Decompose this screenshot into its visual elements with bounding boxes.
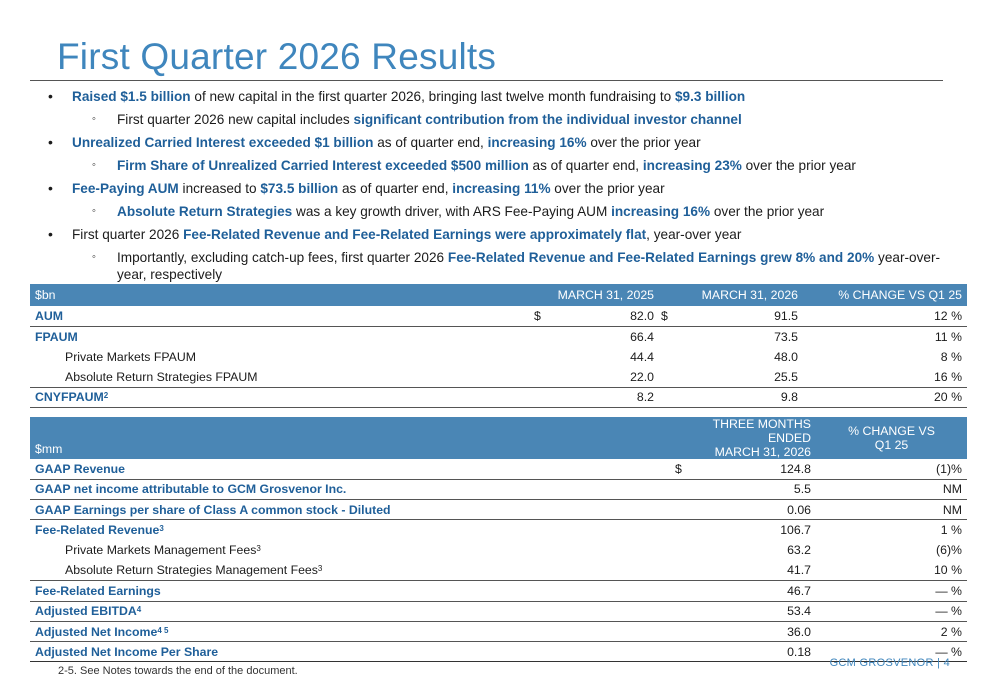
bullet-item <box>30 134 940 151</box>
bullet-item <box>30 226 940 243</box>
row-label-text: Private Markets FPAUM <box>65 349 196 364</box>
currency-symbol <box>673 500 687 520</box>
value-change: 16 % <box>803 367 967 387</box>
footnote-ref: 4 <box>136 605 142 615</box>
value-mar-2025: 22.0 <box>546 367 659 387</box>
table-row <box>30 479 967 499</box>
value-q1-2026: 36.0 <box>687 621 816 641</box>
value-q1-2026: 41.7 <box>687 560 816 580</box>
financials-table <box>30 417 967 662</box>
row-label <box>30 500 673 520</box>
currency-symbol <box>673 621 687 641</box>
highlighted-text: significant contribution from the individual investor channel <box>353 112 742 127</box>
bullet-text: increased to <box>178 181 261 196</box>
highlighted-text: Unrealized Carried Interest exceeded $1 billion <box>72 135 374 150</box>
table-row <box>30 306 967 326</box>
row-label <box>30 621 673 641</box>
value-change: (6)% <box>936 543 962 558</box>
table-row <box>30 642 967 662</box>
currency-symbol <box>673 581 687 601</box>
value-change: — % <box>816 601 967 621</box>
table-row <box>30 601 967 621</box>
currency-symbol <box>532 367 546 387</box>
footnote-ref: 3 <box>256 544 261 554</box>
value-mar-2025: 44.4 <box>630 349 654 364</box>
currency-symbol <box>673 540 687 560</box>
currency-symbol <box>673 601 687 621</box>
highlighted-text: Raised $1.5 billion <box>72 89 191 104</box>
row-label <box>30 347 532 367</box>
value-mar-2025: 66.4 <box>630 329 654 344</box>
bullet-text: over the prior year <box>710 204 825 219</box>
value-mar-2026: 25.5 <box>673 367 803 387</box>
row-label <box>30 326 532 346</box>
highlighted-text: increasing 11% <box>452 181 551 196</box>
highlighted-text: Fee-Related Revenue and Fee-Related Earnings were approximately flat <box>183 227 647 242</box>
col-header-period <box>673 417 816 459</box>
col-header-change-line2: Q1 25 <box>874 438 909 452</box>
highlighted-text: increasing 16% <box>487 135 587 150</box>
row-label-text: Private Markets Management Fees <box>65 543 257 558</box>
results-bullet-list <box>30 88 940 289</box>
value-mar-2026: 91.5 <box>673 306 803 326</box>
currency-symbol: $ <box>532 306 546 326</box>
bullet-text: First quarter 2026 <box>72 227 184 242</box>
highlighted-text: Fee-Paying AUM <box>72 181 179 196</box>
value-change: 8 % <box>940 349 962 364</box>
page-title: First Quarter 2026 Results <box>57 36 497 77</box>
value-change: 12 % <box>803 306 967 326</box>
value-change: — % <box>816 581 967 601</box>
row-label <box>30 601 673 621</box>
col-header-period-line1: THREE MONTHS ENDED <box>712 417 811 445</box>
value-mar-2025: 82.0 <box>546 306 659 326</box>
row-label-text: Fee-Related Earnings <box>35 583 161 598</box>
bullet-item <box>30 88 940 105</box>
aum-table <box>30 284 967 408</box>
row-label <box>30 540 673 560</box>
col-header-change-line1: % CHANGE VS <box>848 424 935 438</box>
bullet-text: of new capital in the first quarter 2026, bringing last twelve month fundraising to <box>190 89 675 104</box>
table-row <box>30 500 967 520</box>
value-mar-2026: 9.8 <box>673 387 803 407</box>
financials-table-header <box>30 417 967 459</box>
row-label <box>30 642 673 662</box>
value-mar-2026: 48.0 <box>774 349 798 364</box>
col-header-change <box>816 417 967 459</box>
currency-symbol <box>532 347 546 367</box>
footnote-ref: 3 <box>159 524 164 534</box>
row-label <box>30 520 673 540</box>
table-row <box>30 621 967 641</box>
row-label-text: Absolute Return Strategies Management Fees <box>65 563 318 578</box>
table-row <box>30 367 967 387</box>
bullet-text: as of quarter end, <box>338 181 453 196</box>
col-header-change: % CHANGE VS Q1 25 <box>803 284 967 306</box>
bullet-text: over the prior year <box>550 181 665 196</box>
value-q1-2026: 106.7 <box>780 523 811 538</box>
table-row <box>30 560 967 580</box>
bullet-text: year-over-year, respectively <box>117 250 940 282</box>
highlighted-text: Firm Share of Unrealized Carried Interest exceeded $500 million <box>117 158 529 173</box>
highlighted-text: Fee-Related Revenue and Fee-Related Earnings grew 8% and 20% <box>447 250 875 265</box>
value-q1-2026: 46.7 <box>687 581 816 601</box>
value-q1-2026: 5.5 <box>687 479 816 499</box>
unit-header: $mm <box>30 417 673 459</box>
currency-symbol <box>659 367 673 387</box>
row-label <box>30 459 673 479</box>
value-change: 1 % <box>940 523 962 538</box>
currency-symbol <box>673 560 687 580</box>
sub-bullet-item <box>30 111 940 128</box>
bullet-text: was a key growth driver, with ARS Fee-Paying AUM <box>292 204 612 219</box>
table-row <box>30 520 967 540</box>
row-label-text: Fee-Related Revenue <box>35 523 160 538</box>
value-change: NM <box>816 500 967 520</box>
highlighted-text: $73.5 billion <box>260 181 339 196</box>
value-change: 11 % <box>934 329 962 344</box>
row-label-text: FPAUM <box>35 329 78 344</box>
highlighted-text: increasing 16% <box>611 204 711 219</box>
brand-page-number: GCM GROSVENOR | 4 <box>829 657 950 669</box>
table-row <box>30 387 967 407</box>
bullet-text: , year-over year <box>646 227 742 242</box>
col-header-mar-2026: MARCH 31, 2026 <box>659 284 803 306</box>
value-q1-2026: 0.18 <box>687 642 816 662</box>
value-q1-2026: 124.8 <box>687 459 816 479</box>
row-label <box>30 306 532 326</box>
row-label <box>30 367 532 387</box>
currency-symbol <box>673 642 687 662</box>
highlighted-text: Absolute Return Strategies <box>117 204 293 219</box>
col-header-period-line2: MARCH 31, 2026 <box>714 445 811 459</box>
row-label-text: AUM <box>35 308 64 323</box>
currency-symbol <box>659 387 673 407</box>
footnote-ref: 2 <box>103 391 109 401</box>
table-row <box>30 459 967 479</box>
row-label <box>30 387 532 407</box>
row-label-text: GAAP net income attributable to GCM Grosvenor Inc. <box>35 482 347 497</box>
currency-symbol: $ <box>673 459 687 479</box>
bullet-text: over the prior year <box>586 135 701 150</box>
value-change: 2 % <box>816 621 967 641</box>
sub-bullet-item <box>30 203 940 220</box>
currency-symbol <box>673 520 687 540</box>
value-change: 20 % <box>803 387 967 407</box>
bullet-item <box>30 180 940 197</box>
highlighted-text: increasing 23% <box>642 158 742 173</box>
bullet-text: over the prior year <box>741 158 856 173</box>
row-label-text: Adjusted EBITDA <box>35 604 137 619</box>
footnote-ref: 4 5 <box>157 625 169 635</box>
title-divider <box>30 80 943 81</box>
row-label <box>30 479 673 499</box>
value-change: — % <box>816 642 967 662</box>
col-header-mar-2025: MARCH 31, 2025 <box>532 284 659 306</box>
currency-symbol: $ <box>659 306 673 326</box>
bullet-text: Importantly, excluding catch-up fees, first quarter 2026 <box>117 250 448 265</box>
value-mar-2026: 73.5 <box>774 329 798 344</box>
table-row <box>30 347 967 367</box>
currency-symbol <box>532 326 546 346</box>
value-q1-2026: 0.06 <box>687 500 816 520</box>
row-label-text: GAAP Earnings per share of Class A common stock - Diluted <box>35 502 391 517</box>
bullet-text: First quarter 2026 new capital includes <box>117 112 354 127</box>
aum-table-header <box>30 284 967 306</box>
highlighted-text: $9.3 billion <box>674 89 746 104</box>
currency-symbol <box>532 387 546 407</box>
row-label-text: GAAP Revenue <box>35 461 125 476</box>
value-change: (1)% <box>816 459 967 479</box>
sub-bullet-item <box>30 157 940 174</box>
row-label-text: Absolute Return Strategies FPAUM <box>65 369 258 384</box>
sub-bullet-item <box>30 249 940 283</box>
value-change: 10 % <box>816 560 967 580</box>
currency-symbol <box>659 326 673 346</box>
table-row <box>30 540 967 560</box>
row-label-text: CNYFPAUM <box>35 390 104 405</box>
bullet-text: as of quarter end, <box>373 135 488 150</box>
footnote-ref: 3 <box>317 564 323 574</box>
currency-symbol <box>659 347 673 367</box>
value-q1-2026: 53.4 <box>687 601 816 621</box>
unit-header: $bn <box>30 284 532 306</box>
value-change: NM <box>816 479 967 499</box>
row-label-text: Adjusted Net Income <box>35 624 158 639</box>
table-row <box>30 326 967 346</box>
row-label <box>30 581 673 601</box>
currency-symbol <box>673 479 687 499</box>
bullet-text: as of quarter end, <box>528 158 643 173</box>
value-mar-2025: 8.2 <box>546 387 659 407</box>
row-label <box>30 560 673 580</box>
value-q1-2026: 63.2 <box>787 543 811 558</box>
footnote: 2-5. See Notes towards the end of the document. <box>58 665 298 677</box>
table-row <box>30 581 967 601</box>
row-label-text: Adjusted Net Income Per Share <box>35 644 219 659</box>
